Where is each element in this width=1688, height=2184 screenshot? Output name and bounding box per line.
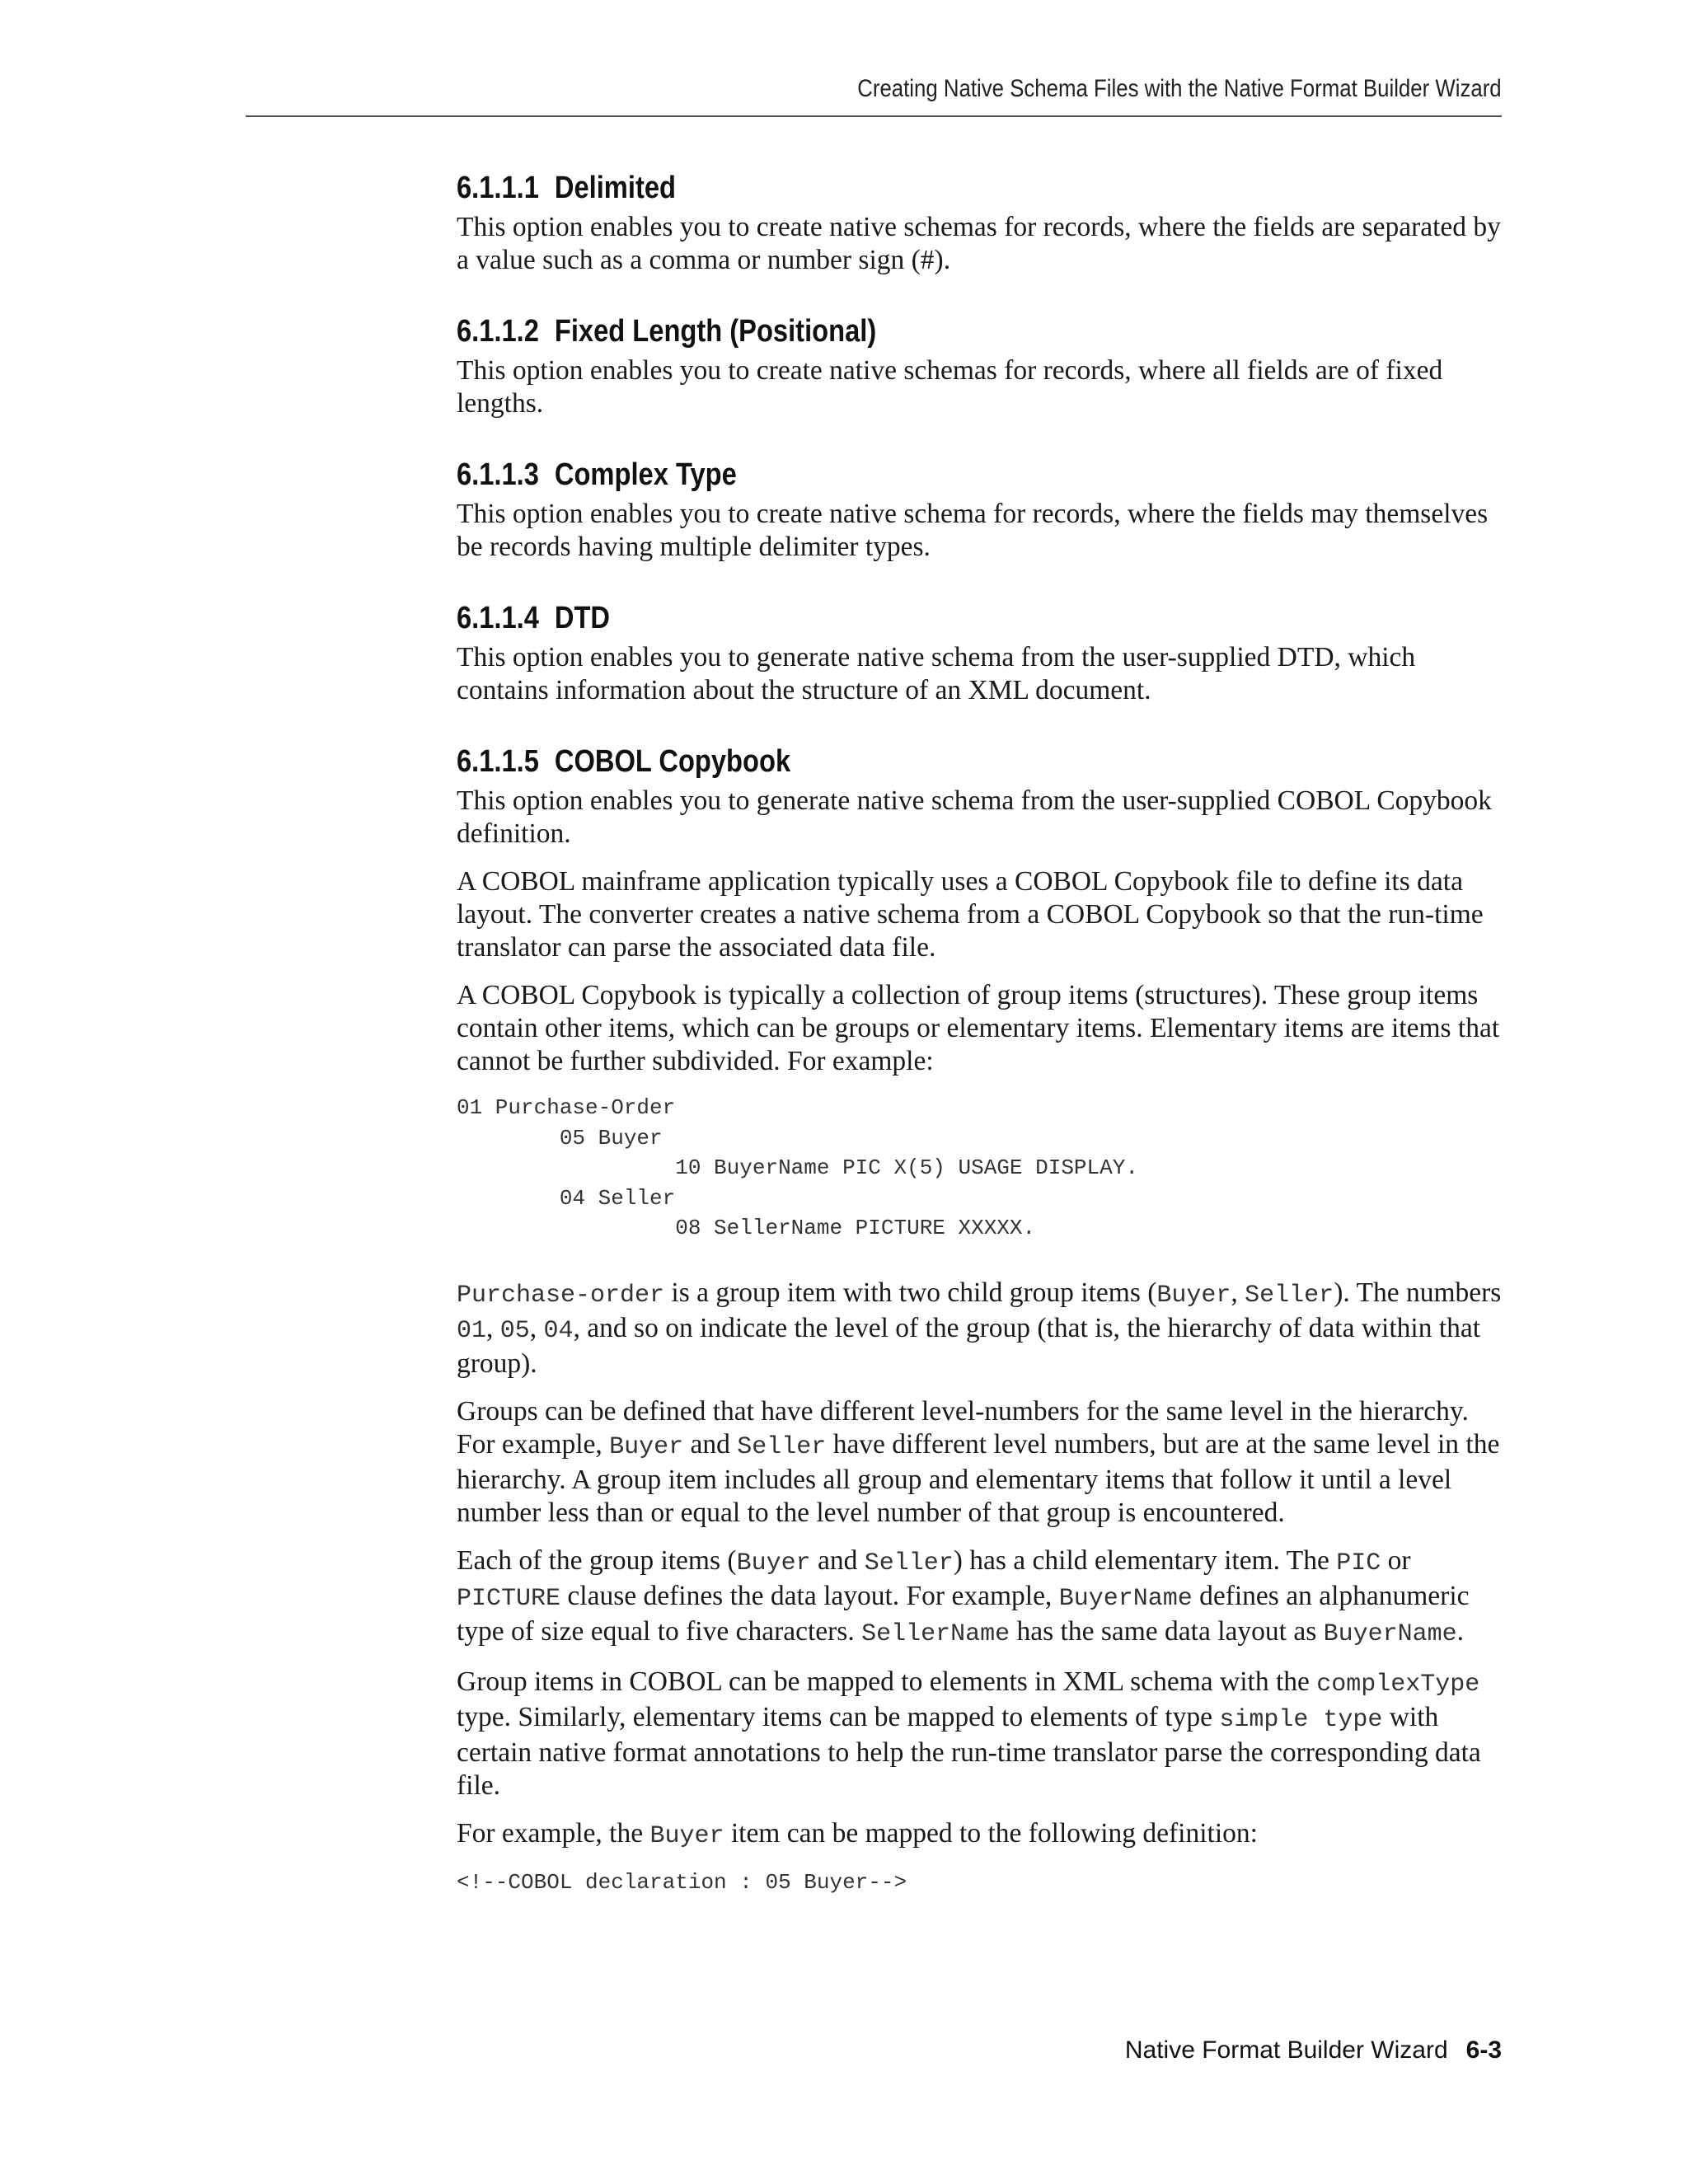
inline-code: BuyerName xyxy=(1323,1619,1457,1648)
cobol-groups-paragraph: A COBOL Copybook is typically a collection of group items (structures). These group items contain other items, which can be groups or elementary items. Elementary items are items that cannot be further subdivided. For example: xyxy=(457,980,1500,1076)
xml-mapping-paragraph xyxy=(457,1666,1505,1802)
footer-chapter-title: Native Format Builder Wizard xyxy=(1124,2036,1448,2064)
inline-code: Buyer xyxy=(1156,1281,1231,1310)
section-heading xyxy=(457,742,1358,781)
cobol-intro-paragraph: A COBOL mainframe application typically uses a COBOL Copybook file to define its data layout. The converter creates a native schema from a COBOL Copybook so that the run-time translator can parse the associated data file. xyxy=(457,866,1484,963)
inline-code: Seller xyxy=(737,1432,827,1461)
inline-code: Seller xyxy=(1245,1281,1334,1310)
inline-code: 05 xyxy=(499,1316,530,1345)
code-line: 10 BuyerName PIC X(5) USAGE DISPLAY. xyxy=(457,1155,1138,1180)
text-run: . xyxy=(1456,1615,1465,1647)
text-run: clause defines the data layout. For example, xyxy=(560,1580,1059,1611)
section-cobol-copybook xyxy=(457,742,1505,1897)
section-text: This option enables you to create native schemas for records, where all fields are of fixed lengths. xyxy=(457,355,1443,419)
inline-code: Buyer xyxy=(609,1432,684,1461)
section-text: This option enables you to create native schema for records, where the fields may themselves be records having multiple delimiter types. xyxy=(457,499,1489,562)
inline-code: 04 xyxy=(543,1316,574,1345)
text-run: Group items in COBOL can be mapped to elements in XML schema with the xyxy=(457,1666,1317,1697)
text-run: and xyxy=(810,1544,865,1576)
section-title: Delimited xyxy=(554,171,676,205)
section-text: This option enables you to create native schemas for records, where the fields are separated by a value such as a comma or number sign (#). xyxy=(457,212,1501,275)
running-header-title: Creating Native Schema Files with the Native Format Builder Wizard xyxy=(857,75,1502,102)
text-run: or xyxy=(1381,1544,1411,1576)
text-run: is a group item with two child group items ( xyxy=(664,1277,1157,1308)
text-run: For example, the xyxy=(457,1817,650,1849)
section-delimited xyxy=(457,168,1505,277)
buyer-example-paragraph xyxy=(457,1817,1505,1853)
level-numbers-paragraph xyxy=(457,1395,1505,1530)
running-footer xyxy=(1125,2034,1502,2067)
inline-code: Buyer xyxy=(736,1549,811,1577)
section-text: This option enables you to generate native schema from the user-supplied DTD, which contains information about the structure of an XML document. xyxy=(457,642,1416,705)
section-heading xyxy=(457,168,1358,208)
picture-clause-paragraph xyxy=(457,1544,1505,1651)
text-run: has the same data layout as xyxy=(1010,1615,1324,1647)
code-line: 05 Buyer xyxy=(457,1125,663,1151)
section-title: Complex Type xyxy=(554,457,737,492)
inline-code: SellerName xyxy=(861,1619,1010,1648)
text-run: and xyxy=(683,1428,738,1460)
inline-code: simple type xyxy=(1219,1705,1383,1734)
inline-code: BuyerName xyxy=(1058,1584,1193,1613)
inline-code: Buyer xyxy=(649,1821,724,1850)
cobol-example-code xyxy=(457,1093,1505,1244)
code-line: <!--COBOL declaration : 05 Buyer--> xyxy=(457,1869,907,1895)
text-run: with certain native format annotations to help the run-time translator parse the corresponding data file. xyxy=(457,1701,1481,1801)
section-complex-type xyxy=(457,455,1505,564)
section-heading xyxy=(457,312,1358,351)
section-title: DTD xyxy=(554,601,611,635)
text-run: type. Similarly, elementary items can be mapped to elements of type xyxy=(457,1701,1220,1732)
text-run: , xyxy=(529,1312,544,1343)
section-heading xyxy=(457,455,1358,494)
text-run: Groups can be defined that have different level-numbers for the same level in the hierarchy. For example, xyxy=(457,1395,1469,1460)
inline-code: Seller xyxy=(864,1549,954,1577)
inline-code: PICTURE xyxy=(457,1584,561,1613)
text-run: ) has a child elementary item. The xyxy=(953,1544,1337,1576)
section-title: Fixed Length (Positional) xyxy=(554,314,877,349)
cobol-declaration-code xyxy=(457,1868,1505,1898)
section-dtd xyxy=(457,598,1505,707)
code-line: 08 SellerName PICTURE XXXXX. xyxy=(457,1216,1036,1240)
inline-code: 01 xyxy=(457,1316,487,1345)
inline-code: complexType xyxy=(1316,1670,1480,1699)
section-number: 6.1.1.5 xyxy=(457,744,539,779)
code-line: 01 Purchase-Order xyxy=(457,1095,676,1120)
text-run: , xyxy=(486,1312,500,1343)
section-number: 6.1.1.1 xyxy=(457,171,539,205)
purchase-order-paragraph xyxy=(457,1277,1505,1380)
section-number: 6.1.1.3 xyxy=(457,457,539,492)
text-run: defines an alphanumeric type of size equal to five characters. xyxy=(457,1580,1470,1647)
section-number: 6.1.1.2 xyxy=(457,314,539,349)
running-header xyxy=(246,73,1502,117)
main-content xyxy=(457,168,1505,1932)
section-heading xyxy=(457,598,1358,638)
text-run: , xyxy=(1231,1277,1245,1308)
page-number: 6-3 xyxy=(1465,2036,1502,2064)
text-run: item can be mapped to the following definition: xyxy=(724,1817,1258,1849)
text-run: Each of the group items ( xyxy=(457,1544,737,1576)
section-title: COBOL Copybook xyxy=(554,744,791,779)
section-text: This option enables you to generate native schema from the user-supplied COBOL Copybook definition. xyxy=(457,785,1492,849)
text-run: , and so on indicate the level of the group (that is, the hierarchy of data within that group). xyxy=(457,1312,1481,1379)
inline-code: PIC xyxy=(1336,1549,1381,1577)
text-run: have different level numbers, but are at the same level in the hierarchy. A group item includes all group and elementary items that follow it until a level number less than or equal to the level number of that group is encountered. xyxy=(457,1428,1500,1528)
section-number: 6.1.1.4 xyxy=(457,601,539,635)
inline-code: Purchase-order xyxy=(457,1281,665,1310)
section-fixed-length xyxy=(457,312,1505,420)
text-run: ). The numbers xyxy=(1334,1277,1502,1308)
code-line: 04 Seller xyxy=(457,1185,676,1211)
